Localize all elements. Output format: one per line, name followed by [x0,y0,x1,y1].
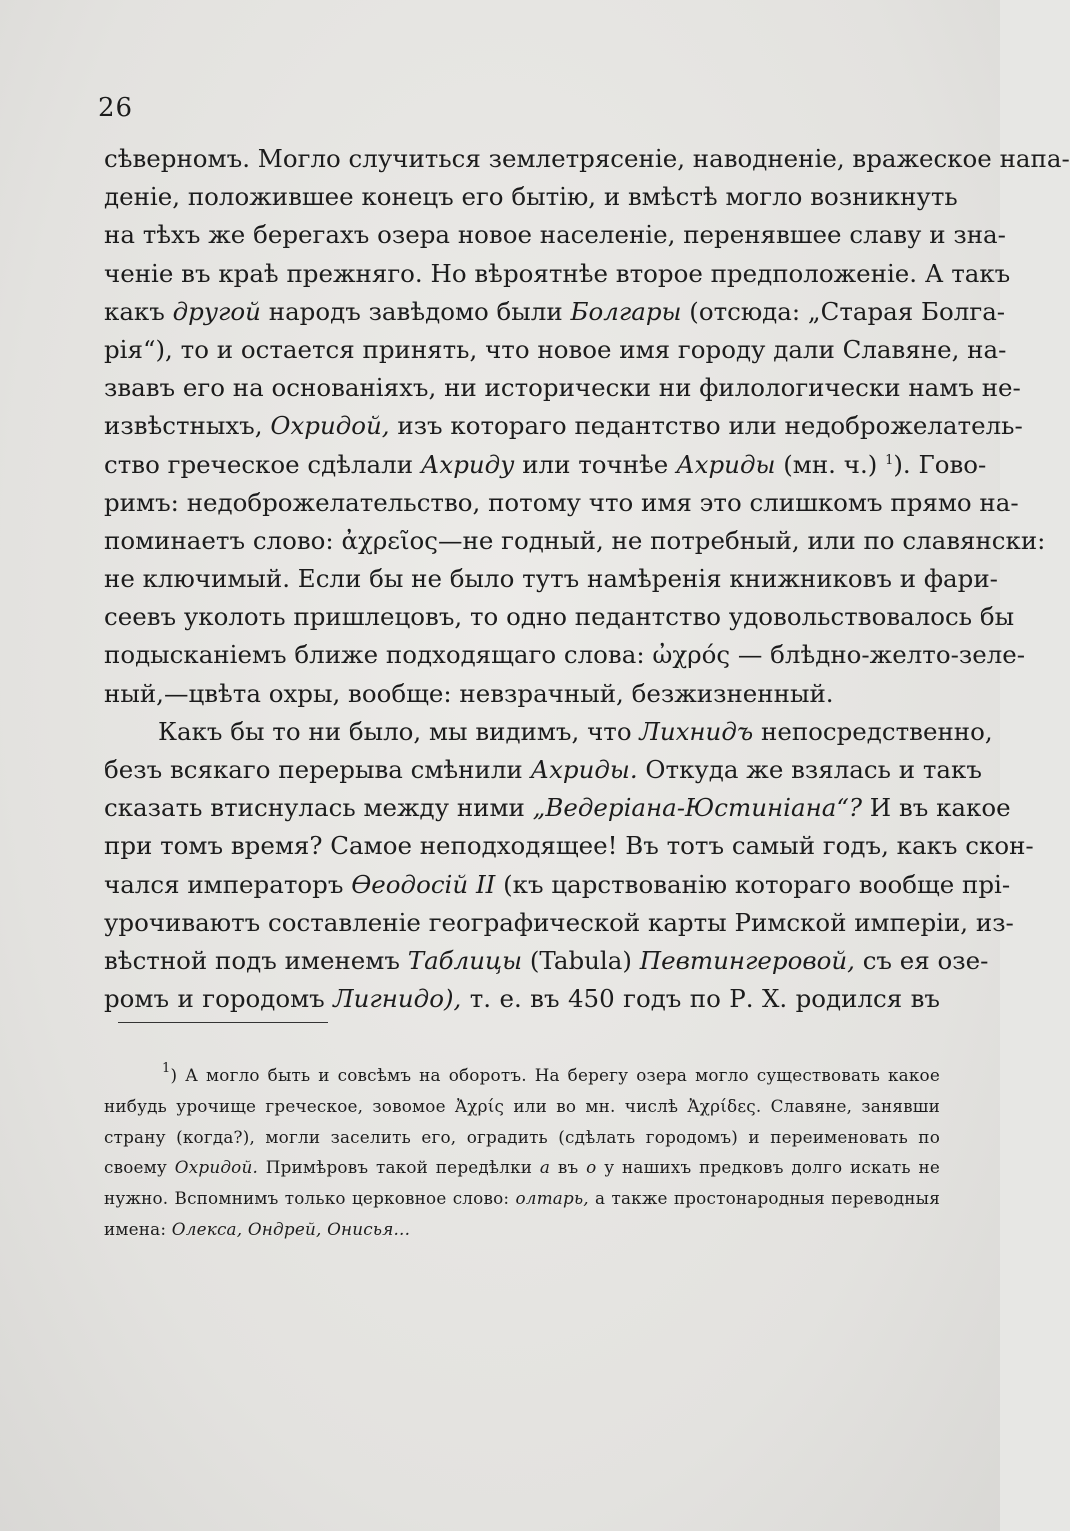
italic-term: Онисья... [327,1218,411,1239]
footnote [104,1060,940,1245]
italic-term: Болгары [570,296,682,326]
italic-term: другой [172,296,261,326]
footnote-divider [118,1022,328,1023]
text-line: рія“), то и остается принять, что новое имя городу дали Славяне, на- [104,334,1007,364]
italic-term: о [586,1157,597,1178]
text-line: не ключимый. Если бы не было тутъ намѣренія книжниковъ и фари- [104,564,998,594]
italic-term: Охридой. [174,1157,259,1178]
text-line: вѣстной подъ именемъ Таблицы (Tabula) Певтингеровой, съ ея озе- [104,945,989,975]
footnote-line: $^1$) А могло быть и совсѣмъ на оборотъ. На берегу озера могло существовать какое [162,1061,940,1085]
footnote-line: нужно. Вспомнимъ только церковное слово: олтарь, а также простонародныя переводныя [104,1188,940,1209]
text-line: сеевъ уколоть пришлецовъ, то одно педантство удовольствовалось бы [104,602,1015,632]
text-line: деніе, положившее конецъ его бытію, и вмѣстѣ могло возникнуть [104,182,958,212]
text-line: звавъ его на основаніяхъ, ни исторически ни филологически намъ не- [104,373,1021,403]
text-line: при томъ время? Самое неподходящее! Въ тотъ самый годъ, какъ скон- [104,831,1034,861]
text-line: сѣверномъ. Могло случиться землетрясеніе, наводненіе, вражеское напа- [104,144,1070,173]
italic-term: Олекса, [171,1218,243,1239]
footnote-line: имена: Олекса, Ондрей, Онисья... [104,1218,411,1239]
italic-term: Лихнидъ [639,716,754,746]
text-line: поминаетъ слово: ἀχρεῖος—не годный, не потребный, или по славянски: [104,525,1046,555]
footnote-line: нибудь урочище греческое, зовомое Ἀχρίς или во мн. числѣ Ἀχρίδες. Славяне, занявши [104,1095,940,1116]
text-line: какъ другой народъ завѣдомо были Болгары (отсюда: „Старая Болга- [104,296,1006,326]
italic-term: Лигнидо), [333,984,462,1014]
text-line: ромъ и городомъ Лигнидо), т. е. въ 450 годъ по Р. Х. родился въ [104,984,940,1014]
text-line: чался императоръ Ѳеодосій II (къ царствованію котораго вообще прі- [104,869,1011,899]
footnote-marker: 1 [885,452,894,468]
text-line: извѣстныхъ, Охридой, изъ котораго педантство или недоброжелатель- [104,411,1023,441]
text-line: урочиваютъ составленіе географической карты Римской имперіи, из- [104,907,1014,937]
text-line: безъ всякаго перерыва смѣнили Ахриды. Откуда же взялась и такъ [104,755,982,784]
footnote-line: страну (когда?), могли заселить его, оградить (сдѣлать городомъ) и переименовать по [104,1126,940,1147]
text-line: сказать втиснулась между ними „Ведеріана-Юстиніана“? И въ какое [104,793,1011,823]
italic-term: Таблицы [407,945,523,975]
page-number: 26 [98,93,134,123]
italic-term: олтарь, [515,1188,589,1209]
italic-term: Ахриду [420,449,515,479]
italic-term: Охридой, [270,411,390,441]
text-line: ный,—цвѣта охры, вообще: невзрачный, безжизненный. [104,678,834,708]
text-line: ство греческое сдѣлали Ахриду или точнѣе Ахриды (мн. ч.) $^1$). Гово- [104,449,987,479]
text-line: ченіе въ краѣ прежняго. Но вѣроятнѣе второе предположеніе. А такъ [104,258,1011,288]
italic-term: а [539,1157,551,1178]
italic-term: Ахриды. [530,755,638,784]
italic-term: Ахриды [676,449,776,479]
italic-term: Певтингеровой, [639,945,855,975]
text-line: римъ: недоброжелательство, потому что имя это слишкомъ прямо на- [104,487,1019,517]
main-text [104,140,1070,1018]
italic-term: Ондрей, [247,1218,322,1239]
text-line: Какъ бы то ни было, мы видимъ, что Лихнидъ непосредственно, [158,716,993,746]
text-line: подысканіемъ ближе подходящаго слова: ὠχρός — блѣдно-желто-зеле- [104,640,1026,670]
footnote-marker: 1 [162,1061,171,1076]
italic-term: „Ведеріана-Юстиніана“? [532,793,862,823]
text-line: на тѣхъ же берегахъ озера новое населеніе, перенявшее славу и зна- [104,220,1006,250]
footnote-line: своему Охридой. Примѣровъ такой передѣлки а въ о у нашихъ предковъ долго искать не [104,1157,941,1178]
italic-term: Ѳеодосій II [351,869,496,899]
